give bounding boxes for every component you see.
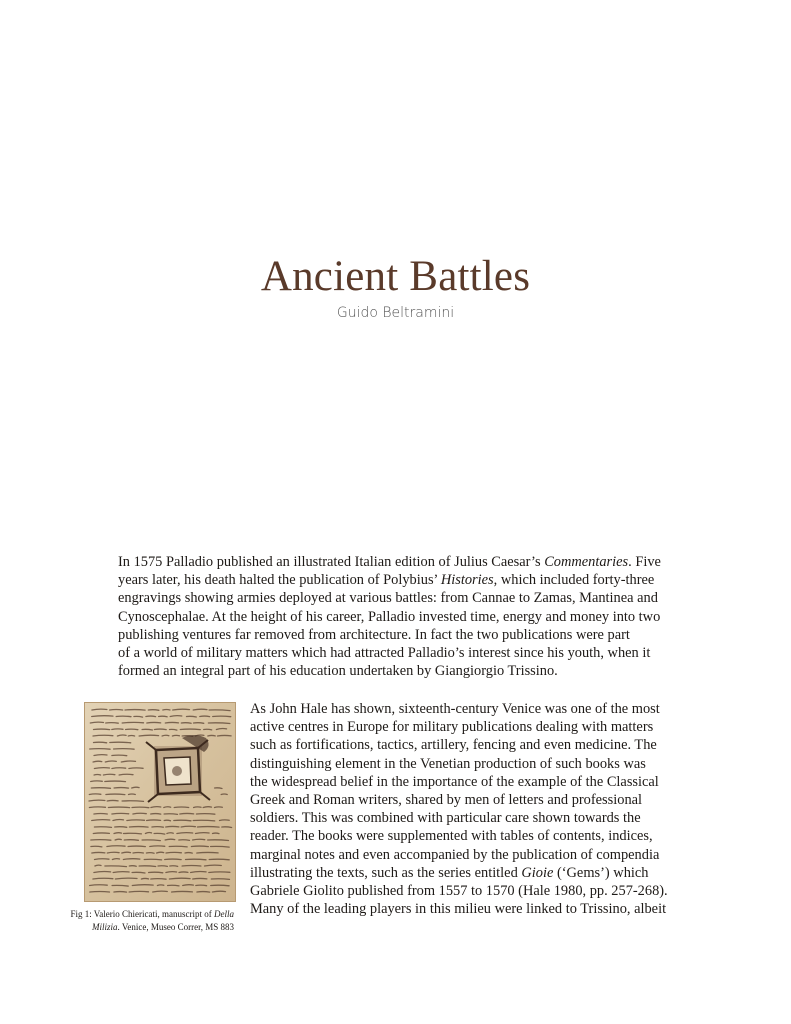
- handwriting-stroke: [132, 872, 145, 873]
- article-title: Ancient Battles: [260, 253, 531, 300]
- handwriting-stroke: [162, 735, 169, 736]
- handwriting-stroke: [133, 853, 143, 854]
- handwriting-stroke: [126, 729, 138, 730]
- handwriting-stroke: [116, 716, 131, 717]
- handwriting-stroke: [93, 833, 109, 834]
- handwriting-stroke: [191, 846, 208, 847]
- handwriting-stroke: [174, 820, 191, 821]
- handwriting-stroke: [193, 839, 205, 840]
- handwriting-stroke: [114, 749, 135, 750]
- handwriting-stroke: [92, 852, 105, 853]
- handwriting-stroke: [112, 755, 127, 756]
- handwriting-stroke: [170, 729, 177, 730]
- handwriting-stroke: [142, 840, 160, 841]
- handwriting-stroke: [208, 723, 230, 724]
- handwriting-stroke: [124, 833, 142, 834]
- handwriting-stroke: [158, 866, 167, 867]
- handwriting-stroke: [129, 768, 143, 769]
- text-line: active centres in Europe for military publications dealing with matters: [250, 719, 654, 736]
- handwriting-stroke: [110, 742, 131, 743]
- handwriting-stroke: [204, 729, 212, 730]
- handwriting-stroke: [151, 814, 161, 815]
- handwriting-stroke: [211, 879, 229, 880]
- handwriting-stroke: [150, 846, 165, 847]
- handwriting-stroke: [211, 885, 229, 886]
- handwriting-stroke: [165, 722, 178, 723]
- text-line: engravings showing armies deployed at various battles: from Cannae to Zamas, Mantinea and: [118, 590, 658, 607]
- text-line: years later, his death halted the publication of Polybius’ Histories, which included forty-three: [118, 572, 655, 589]
- handwriting-stroke: [122, 722, 143, 723]
- handwriting-stroke: [164, 814, 177, 815]
- handwriting-stroke: [185, 853, 192, 854]
- handwriting-stroke: [213, 716, 231, 717]
- handwriting-stroke: [208, 735, 215, 736]
- handwriting-stroke: [180, 729, 200, 730]
- handwriting-stroke: [170, 866, 178, 867]
- handwriting-stroke: [149, 872, 163, 873]
- handwriting-stroke: [172, 735, 179, 736]
- handwriting-stroke: [129, 794, 136, 795]
- handwriting-stroke: [142, 729, 152, 730]
- handwriting-stroke: [166, 852, 181, 853]
- text-line: publishing ventures far removed from architecture. In fact the two publications were part: [118, 626, 630, 643]
- handwriting-stroke: [208, 840, 229, 841]
- handwriting-stroke: [193, 820, 215, 821]
- handwriting-stroke: [133, 813, 146, 814]
- handwriting-stroke: [107, 846, 125, 847]
- handwriting-stroke: [134, 716, 143, 717]
- caption-line: Fig 1: Valerio Chiericati, manuscript of Della: [70, 909, 234, 919]
- handwriting-stroke: [122, 801, 143, 802]
- handwriting-stroke: [93, 878, 113, 879]
- handwriting-stroke: [105, 781, 126, 782]
- handwriting-stroke: [182, 866, 201, 867]
- handwriting-stroke: [179, 840, 190, 841]
- handwriting-stroke: [112, 885, 128, 886]
- text-line: the widespread belief in the importance of the example of the Classical: [250, 773, 659, 790]
- handwriting-stroke: [159, 716, 168, 717]
- handwriting-stroke: [90, 749, 110, 750]
- handwriting-stroke: [93, 735, 113, 736]
- handwriting-stroke: [139, 866, 156, 867]
- manuscript-image: [84, 702, 236, 902]
- handwriting-stroke: [112, 729, 123, 730]
- handwriting-stroke: [112, 768, 126, 769]
- caption-line: Milizia. Venice, Museo Correr, MS 883: [92, 922, 234, 932]
- manuscript-figure: [84, 702, 236, 902]
- handwriting-stroke: [215, 788, 222, 789]
- handwriting-stroke: [181, 826, 195, 827]
- handwriting-stroke: [148, 710, 159, 711]
- handwriting-stroke: [146, 716, 156, 717]
- text-line: distinguishing element in the Venetian production of such books was: [250, 755, 646, 772]
- handwriting-stroke: [115, 827, 127, 828]
- handwriting-stroke: [125, 710, 145, 711]
- handwriting-stroke: [89, 794, 101, 795]
- author-name: Guido Beltramini: [336, 305, 455, 321]
- handwriting-stroke: [94, 814, 107, 815]
- handwriting-stroke: [222, 827, 232, 828]
- body-paragraph: [250, 700, 680, 918]
- handwriting-stroke: [181, 723, 191, 724]
- handwriting-stroke: [128, 846, 145, 847]
- handwriting-stroke: [168, 885, 179, 886]
- text-line: reader. The books were supplemented with tables of contents, indices,: [250, 828, 653, 845]
- handwriting-stroke: [209, 872, 230, 873]
- text-line: Cynoscephalae. At the height of his career, Palladio invested time, energy and money into two: [118, 608, 661, 625]
- handwriting-stroke: [94, 775, 101, 776]
- handwriting-stroke: [180, 813, 194, 814]
- handwriting-stroke: [187, 716, 197, 717]
- text-line: formed an integral part of his education undertaken by Giangiorgio Trissino.: [118, 663, 558, 680]
- handwriting-stroke: [144, 859, 161, 860]
- handwriting-stroke: [193, 878, 207, 879]
- handwriting-stroke: [154, 833, 165, 834]
- handwriting-stroke: [197, 892, 210, 893]
- handwriting-stroke: [105, 866, 127, 867]
- handwriting-stroke: [94, 742, 107, 743]
- text-line: marginal notes and even accompanied by the publication of compendia: [250, 846, 660, 863]
- handwriting-stroke: [211, 846, 230, 847]
- handwriting-stroke: [186, 859, 207, 860]
- handwriting-stroke: [194, 723, 204, 724]
- handwriting-stroke: [128, 736, 134, 737]
- handwriting-stroke: [166, 826, 179, 827]
- handwriting-stroke: [164, 820, 170, 821]
- handwriting-stroke: [209, 710, 230, 711]
- handwriting-stroke: [127, 820, 145, 821]
- handwriting-stroke: [110, 710, 123, 711]
- text-line: soldiers. This was combined with particular care shown towards the: [250, 810, 641, 827]
- handwriting-stroke: [91, 840, 111, 841]
- handwriting-stroke: [91, 846, 102, 847]
- handwriting-stroke: [197, 852, 218, 853]
- handwriting-stroke: [194, 807, 201, 808]
- text-line: illustrating the texts, such as the series entitled Gioie (‘Gems’) which: [250, 864, 649, 881]
- intro-paragraph: [118, 553, 678, 680]
- handwriting-stroke: [141, 878, 148, 879]
- handwriting-stroke: [103, 774, 115, 775]
- figure-caption: [60, 908, 234, 934]
- handwriting-stroke: [94, 827, 111, 828]
- handwriting-stroke: [179, 872, 188, 873]
- handwriting-stroke: [157, 885, 163, 886]
- text-line: Greek and Roman writers, shared by men of letters and professional: [250, 792, 643, 809]
- text-line: Gabriele Giolito published from 1557 to 1570 (Hale 1980, pp. 257-268).: [250, 883, 668, 900]
- handwriting-stroke: [108, 807, 129, 808]
- handwriting-stroke: [106, 794, 125, 795]
- handwriting-stroke: [129, 827, 148, 828]
- handwriting-stroke: [94, 729, 110, 730]
- handwriting-stroke: [172, 891, 193, 892]
- handwriting-stroke: [169, 846, 187, 847]
- handwriting-stroke: [220, 820, 230, 821]
- handwriting-stroke: [209, 859, 229, 860]
- text-line: As John Hale has shown, sixteenth-century Venice was one of the most: [250, 701, 660, 717]
- handwriting-stroke: [163, 710, 170, 711]
- handwriting-stroke: [196, 814, 215, 815]
- handwriting-stroke: [174, 807, 189, 808]
- text-line: Many of the leading players in this milieu were linked to Trissino, albeit: [250, 901, 667, 918]
- handwriting-stroke: [213, 833, 220, 834]
- handwriting-stroke: [147, 820, 161, 821]
- handwriting-stroke: [106, 723, 119, 724]
- handwriting-stroke: [132, 807, 149, 808]
- handwriting-stroke: [164, 807, 171, 808]
- handwriting-stroke: [197, 827, 219, 828]
- handwriting-stroke: [152, 827, 164, 828]
- handwriting-stroke: [91, 781, 103, 782]
- text-line: such as fortifications, tactics, artillery, fencing and even medicine. The: [250, 737, 657, 754]
- handwriting-stroke: [124, 840, 138, 841]
- handwriting-stroke: [165, 859, 182, 860]
- handwriting-stroke: [114, 788, 128, 789]
- handwriting-stroke: [129, 866, 136, 867]
- handwriting-stroke: [114, 892, 127, 893]
- text-line: of a world of military matters which had attracted Palladio’s interest since his youth, when it: [118, 645, 651, 662]
- handwriting-stroke: [154, 729, 166, 730]
- handwriting-stroke: [112, 813, 129, 814]
- handwriting-stroke: [119, 774, 133, 775]
- handwriting-stroke: [167, 833, 173, 834]
- handwriting-stroke: [196, 885, 207, 886]
- handwriting-stroke: [129, 891, 148, 892]
- handwriting-stroke: [200, 716, 210, 717]
- handwriting-stroke: [107, 800, 118, 801]
- handwriting-stroke: [90, 885, 108, 886]
- handwriting-stroke: [91, 788, 110, 789]
- handwriting-stroke: [218, 735, 232, 736]
- handwriting-stroke: [89, 807, 105, 808]
- handwriting-stroke: [95, 859, 110, 860]
- handwriting-stroke: [146, 853, 154, 854]
- handwriting-stroke: [107, 852, 119, 853]
- handwriting-stroke: [221, 794, 227, 795]
- handwriting-stroke: [147, 722, 161, 723]
- text-line: In 1575 Palladio published an illustrated Italian edition of Julius Caesar’s Commentaries. Five: [118, 554, 661, 570]
- handwriting-stroke: [215, 807, 223, 808]
- handwriting-stroke: [151, 879, 166, 880]
- handwriting-stroke: [90, 892, 110, 893]
